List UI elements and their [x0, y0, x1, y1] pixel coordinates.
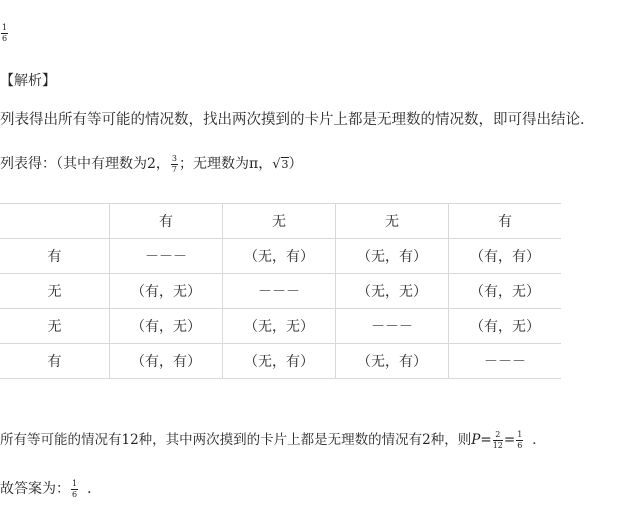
table-cell: （无，有）	[223, 239, 336, 274]
top-answer-fraction	[0, 24, 9, 43]
table-header-cell: 有	[110, 204, 223, 239]
fraction-numerator: 1	[72, 478, 78, 488]
sqrt-radicand: 3	[281, 158, 289, 171]
table-cell: （有，无）	[449, 309, 562, 344]
line3-prefix: 所有等可能的情况有12种，其中两次摸到的卡片上都是无理数的情况有2种，则	[0, 432, 472, 448]
table-cell: －－－	[449, 344, 562, 379]
line2-suffix: ）	[288, 156, 303, 172]
row-header-cell: 有	[0, 239, 110, 274]
table-cell: （无，无）	[223, 309, 336, 344]
table-header-cell	[0, 204, 110, 239]
analysis-line-2	[0, 153, 303, 174]
probability-symbol: P	[471, 432, 481, 448]
table-header-cell: 有	[449, 204, 562, 239]
final-answer-line	[0, 478, 101, 499]
table-row	[0, 274, 561, 309]
fraction-denominator: 6	[517, 441, 523, 450]
analysis-line-1: 列表得出所有等可能的情况数，找出两次摸到的卡片上都是无理数的情况数，即可得出结论．	[0, 112, 595, 128]
sqrt-symbol: √	[272, 157, 281, 172]
table-row	[0, 344, 561, 379]
equals-sign: =	[480, 432, 492, 448]
fraction-denominator: 6	[2, 34, 8, 43]
table-cell: －－－	[223, 274, 336, 309]
row-header-cell: 无	[0, 309, 110, 344]
table-cell: －－－	[336, 309, 449, 344]
table-cell: （有，有）	[449, 239, 562, 274]
row-header-cell: 无	[0, 274, 110, 309]
table-cell: －－－	[110, 239, 223, 274]
sqrt-three	[272, 157, 288, 172]
table-row	[0, 309, 561, 344]
fraction-numerator: 3	[171, 153, 178, 163]
table-cell: （有，无）	[449, 274, 562, 309]
table-cell: （有，有）	[110, 344, 223, 379]
fraction-numerator: 2	[493, 431, 503, 441]
final-answer-fraction	[71, 480, 78, 499]
table-row	[0, 239, 561, 274]
fraction-three-sevenths	[171, 155, 178, 174]
table-cell: （有，无）	[110, 274, 223, 309]
row-header-cell: 有	[0, 344, 110, 379]
fraction-denominator: 7	[171, 164, 178, 174]
fraction-numerator: 1	[2, 23, 8, 32]
equals-sign: =	[503, 432, 516, 448]
fraction-numerator: 1	[517, 430, 523, 439]
fraction-one-sixth	[516, 431, 523, 450]
line2-prefix: 列表得：（其中有理数为2，	[0, 156, 170, 172]
line2-middle: ；无理数为π，	[179, 156, 273, 172]
table-cell: （无，有）	[223, 344, 336, 379]
fraction-denominator: 6	[72, 489, 78, 499]
final-answer-prefix: 故答案为：	[0, 481, 70, 497]
table-cell: （有，无）	[110, 309, 223, 344]
line3-suffix: ．	[532, 432, 546, 448]
final-answer-suffix: ．	[87, 481, 102, 497]
fraction-denominator: 12	[492, 441, 503, 450]
analysis-line-3	[0, 428, 546, 450]
table-cell: （无，无）	[336, 274, 449, 309]
table-header-cell: 无	[336, 204, 449, 239]
table-cell: （无，有）	[336, 344, 449, 379]
outcome-table	[0, 203, 561, 379]
table-cell: （无，有）	[336, 239, 449, 274]
analysis-heading: 【解析】	[0, 73, 56, 89]
table-header-cell: 无	[223, 204, 336, 239]
fraction-two-twelfths	[493, 431, 503, 450]
table-header-row	[0, 204, 561, 239]
